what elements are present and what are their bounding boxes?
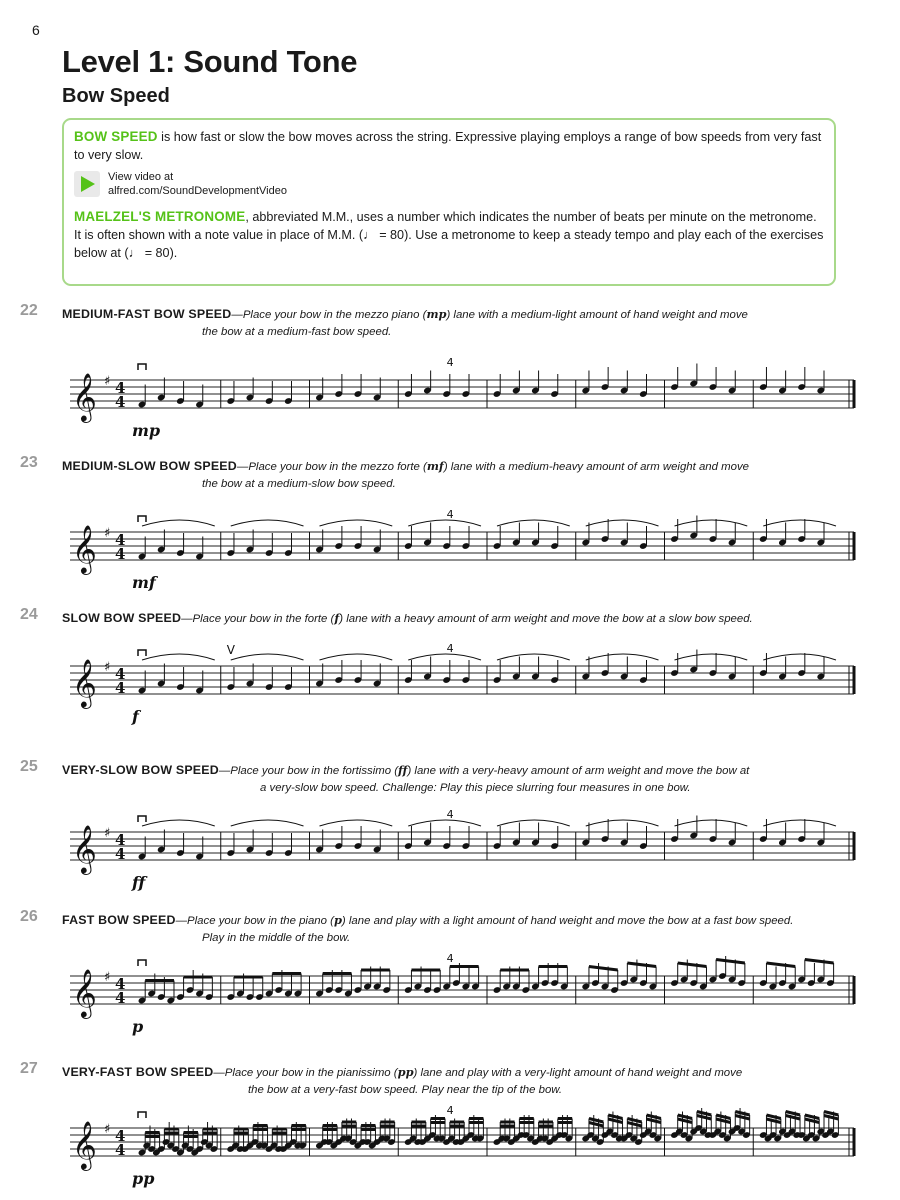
slur: [497, 520, 570, 526]
time-signature-top: 4: [115, 531, 126, 549]
page-subtitle: Bow Speed: [62, 85, 170, 107]
time-signature-bottom: 4: [115, 845, 126, 863]
beam: [589, 1119, 603, 1123]
exercise-name: VERY-FAST BOW SPEED: [62, 1065, 214, 1079]
beam: [805, 960, 834, 964]
desc-part: ) lane with a medium-heavy amount of arm weight and move: [443, 461, 749, 473]
quarter-note-symbol: ♩: [128, 246, 142, 260]
beam: [627, 1119, 641, 1123]
exercise-desc: [213, 1067, 742, 1079]
beam: [824, 1116, 838, 1120]
exercise-desc-line2: the bow at a very-fast bow speed. Play near the tip of the bow.: [248, 1084, 563, 1096]
bow-speed-term: BOW SPEED: [74, 129, 158, 144]
exercise-number: 26: [20, 908, 38, 925]
metronome-text-1: , abbreviated M.M., uses a number which indicates the number of beats per minute on the metronome. It is often shown with a note value in place of M.M. (: [74, 210, 817, 242]
metronome-text-2: = 80). Use a metronome to keep a steady tempo and play each of the exercises below at (: [74, 228, 824, 260]
slur: [231, 520, 304, 526]
exercise-heading: [62, 912, 862, 947]
time-signature-top: 4: [115, 975, 126, 993]
exercise-name: VERY-SLOW BOW SPEED: [62, 763, 219, 777]
dynamic-mark: ff: [398, 763, 408, 777]
time-signature-top: 4: [115, 831, 126, 849]
beam: [589, 1123, 603, 1127]
treble-clef-icon: 𝄞: [72, 372, 97, 421]
bow-speed-text: is how fast or slow the bow moves across the string. Expressive playing employs a range of bow speeds from very fast to very slow.: [74, 130, 822, 162]
exercise-heading: [62, 306, 862, 341]
video-text: [108, 170, 287, 198]
exercise-heading: [62, 762, 862, 797]
beam: [805, 1115, 819, 1119]
music-staff: [62, 806, 862, 896]
exercise-number: 24: [20, 606, 38, 623]
desc-part: ) lane and play with a light amount of hand weight and move the bow at a fast bow speed.: [341, 915, 794, 927]
treble-clef-icon: 𝄞: [72, 824, 97, 873]
down-bow-icon: [138, 364, 146, 370]
beam: [627, 1123, 641, 1127]
slur: [320, 654, 393, 660]
down-bow-icon: [138, 650, 146, 656]
beam: [786, 1112, 800, 1116]
time-signature-top: 4: [115, 379, 126, 397]
beam: [697, 1116, 711, 1120]
dynamic-mark: pp: [397, 1065, 414, 1079]
exercise-heading: [62, 458, 862, 493]
beam: [766, 1119, 780, 1123]
music-staff: [62, 354, 862, 444]
desc-part: —Place your bow in the piano (: [175, 915, 334, 927]
beam: [678, 963, 707, 967]
exercise-heading: [62, 1064, 862, 1099]
beam: [697, 1112, 711, 1116]
beam: [647, 1115, 661, 1119]
desc-part: ) lane with a heavy amount of arm weight and move the bow at a slow bow speed.: [339, 613, 753, 625]
page-title: Level 1: Sound Tone: [62, 44, 358, 79]
exercise-desc: [237, 461, 749, 473]
dynamic-mark: mf: [426, 459, 444, 473]
slur: [586, 520, 659, 526]
video-link[interactable]: [74, 170, 824, 198]
key-signature-sharp: ♯: [104, 1122, 111, 1137]
slur: [408, 520, 481, 526]
slur: [408, 820, 481, 826]
dynamic-mark: f: [334, 611, 340, 625]
key-signature-sharp: ♯: [104, 660, 111, 675]
slur: [675, 654, 748, 660]
slur: [320, 820, 393, 826]
finger-number: 4: [446, 952, 454, 965]
beam: [766, 1115, 780, 1119]
slur: [763, 654, 836, 660]
beam: [716, 960, 745, 964]
video-url[interactable]: alfred.com/SoundDevelopmentVideo: [108, 185, 287, 197]
metronome-paragraph: [74, 208, 824, 262]
key-signature-sharp: ♯: [104, 374, 111, 389]
down-bow-icon: [138, 516, 146, 522]
exercise-desc-line2: Play in the middle of the bow.: [202, 932, 351, 944]
treble-clef-icon: 𝄞: [72, 1120, 97, 1169]
exercise-desc: [181, 613, 753, 625]
slur: [142, 654, 215, 660]
beam: [735, 1112, 749, 1116]
finger-number: 4: [446, 642, 454, 655]
time-signature-bottom: 4: [115, 989, 126, 1007]
exercise-number: 22: [20, 302, 38, 319]
down-bow-icon: [138, 816, 146, 822]
time-signature-top: 4: [115, 1127, 126, 1145]
slur: [142, 520, 215, 526]
exercise-name: FAST BOW SPEED: [62, 913, 176, 927]
finger-number: 4: [446, 508, 454, 521]
beam: [678, 1119, 692, 1123]
desc-part: ) lane and play with a very-light amount of hand weight and move: [413, 1067, 743, 1079]
exercise-number: 23: [20, 454, 38, 471]
time-signature-top: 4: [115, 665, 126, 683]
desc-part: —Place your bow in the forte (: [181, 613, 335, 625]
metronome-text-3: = 80).: [141, 246, 178, 260]
beam: [766, 963, 795, 967]
page-number: 6: [32, 22, 40, 38]
slur: [763, 820, 836, 826]
music-staff: [62, 950, 862, 1040]
bow-speed-paragraph: [74, 128, 824, 164]
finger-number: 4: [446, 356, 454, 369]
exercise-desc-line2: the bow at a medium-slow bow speed.: [202, 478, 396, 490]
beam: [608, 1119, 622, 1123]
slur: [586, 654, 659, 660]
slur: [231, 820, 304, 826]
exercise-number: 27: [20, 1060, 38, 1077]
key-signature-sharp: ♯: [104, 826, 111, 841]
exercise-name: MEDIUM-FAST BOW SPEED: [62, 307, 232, 321]
beam: [805, 1119, 819, 1123]
key-signature-sharp: ♯: [104, 970, 111, 985]
up-bow-icon: V: [226, 643, 235, 657]
time-signature-bottom: 4: [115, 1141, 126, 1159]
dynamic-marking: mf: [132, 573, 156, 592]
slur: [142, 820, 215, 826]
beam: [716, 1115, 730, 1119]
finger-number: 4: [446, 1104, 454, 1117]
desc-part: ) lane with a medium-light amount of hand weight and move: [446, 309, 748, 321]
beam: [589, 967, 618, 971]
dynamic-mark: p: [333, 913, 342, 927]
slur: [497, 654, 570, 660]
beam: [647, 1119, 661, 1123]
down-bow-icon: [138, 960, 146, 966]
slur: [497, 820, 570, 826]
music-staff: [62, 640, 862, 730]
beam: [627, 963, 656, 967]
time-signature-bottom: 4: [115, 545, 126, 563]
slur: [320, 520, 393, 526]
dynamic-mark: mp: [426, 307, 447, 321]
music-staff: [62, 1102, 862, 1190]
slur: [675, 820, 748, 826]
video-line-1: View video at: [108, 171, 174, 183]
beam: [716, 1119, 730, 1123]
beam: [735, 1116, 749, 1120]
beam: [608, 1115, 622, 1119]
exercise-name: MEDIUM-SLOW BOW SPEED: [62, 459, 237, 473]
desc-part: —Place your bow in the mezzo forte (: [236, 461, 427, 473]
exercise-name: SLOW BOW SPEED: [62, 611, 182, 625]
slur: [675, 520, 748, 526]
dynamic-marking: mp: [132, 421, 161, 440]
info-box: [62, 118, 836, 286]
exercise-number: 25: [20, 758, 38, 775]
time-signature-bottom: 4: [115, 679, 126, 697]
dynamic-marking: ff: [132, 873, 146, 892]
time-signature-bottom: 4: [115, 393, 126, 411]
exercise-heading: [62, 610, 862, 628]
treble-clef-icon: 𝄞: [72, 524, 97, 573]
dynamic-marking: f: [132, 707, 139, 726]
desc-part: —Place your bow in the mezzo piano (: [231, 309, 427, 321]
finger-number: 4: [446, 808, 454, 821]
beam: [678, 1115, 692, 1119]
slur: [586, 820, 659, 826]
slur: [408, 654, 481, 660]
slur: [763, 520, 836, 526]
desc-part: —Place your bow in the fortissimo (: [218, 765, 399, 777]
desc-part: ) lane with a very-heavy amount of arm weight and move the bow at: [407, 765, 750, 777]
exercise-desc-line2: the bow at a medium-fast bow speed.: [202, 326, 392, 338]
exercise-desc: [231, 309, 747, 321]
quarter-note-symbol: ♩: [363, 228, 376, 242]
metronome-term: MAELZEL'S METRONOME: [74, 209, 246, 224]
exercise-desc: [219, 765, 749, 777]
play-icon[interactable]: [74, 171, 100, 197]
treble-clef-icon: 𝄞: [72, 658, 97, 707]
exercise-desc: [176, 915, 794, 927]
key-signature-sharp: ♯: [104, 526, 111, 541]
beam: [786, 1116, 800, 1120]
dynamic-marking: pp: [132, 1169, 155, 1188]
dynamic-marking: p: [132, 1017, 144, 1036]
desc-part: —Place your bow in the pianissimo (: [213, 1067, 398, 1079]
beam: [824, 1112, 838, 1116]
exercise-desc-line2: a very-slow bow speed. Challenge: Play this piece slurring four measures in one bow.: [260, 782, 691, 794]
treble-clef-icon: 𝄞: [72, 968, 97, 1017]
down-bow-icon: [138, 1112, 146, 1118]
slur: [231, 654, 304, 660]
music-staff: [62, 506, 862, 596]
